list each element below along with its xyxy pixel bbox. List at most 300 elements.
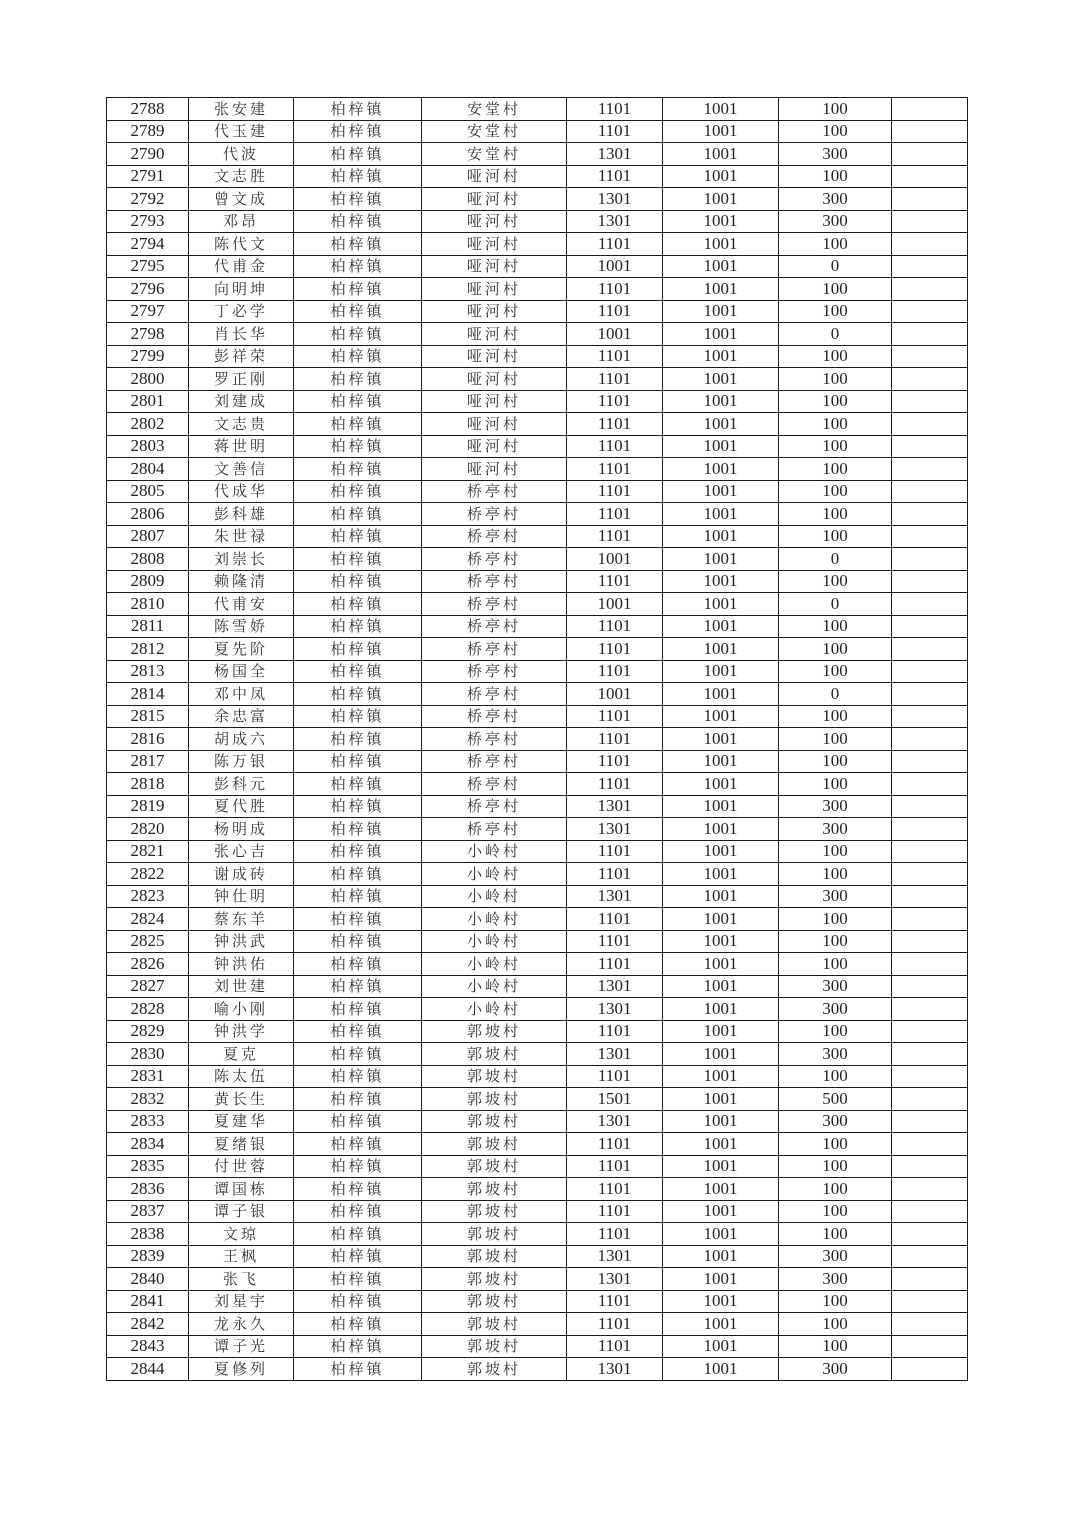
table-row — [107, 165, 968, 188]
table-row — [107, 593, 968, 616]
cell-amount: 300 — [779, 795, 892, 818]
cell-note — [892, 525, 968, 548]
cell-amount: 0 — [779, 683, 892, 706]
cell-village: 郭坡村 — [422, 1223, 567, 1246]
cell-note — [892, 975, 968, 998]
table-row — [107, 975, 968, 998]
cell-code-2: 1001 — [663, 1223, 779, 1246]
cell-town: 柏梓镇 — [294, 413, 422, 436]
cell-code-2: 1001 — [663, 233, 779, 256]
cell-town: 柏梓镇 — [294, 1043, 422, 1066]
cell-note — [892, 615, 968, 638]
cell-code-2: 1001 — [663, 345, 779, 368]
cell-person-name: 肖长华 — [189, 323, 294, 346]
cell-code-1: 1101 — [567, 1290, 663, 1313]
cell-note — [892, 233, 968, 256]
cell-serial-number: 2807 — [107, 525, 189, 548]
cell-note — [892, 390, 968, 413]
cell-code-2: 1001 — [663, 660, 779, 683]
cell-code-1: 1001 — [567, 683, 663, 706]
cell-person-name: 龙永久 — [189, 1313, 294, 1336]
cell-person-name: 张飞 — [189, 1268, 294, 1291]
cell-code-2: 1001 — [663, 390, 779, 413]
cell-serial-number: 2806 — [107, 503, 189, 526]
cell-town: 柏梓镇 — [294, 660, 422, 683]
table-row — [107, 1155, 968, 1178]
table-row — [107, 345, 968, 368]
cell-village: 安堂村 — [422, 120, 567, 143]
cell-person-name: 彭祥荣 — [189, 345, 294, 368]
cell-code-2: 1001 — [663, 1020, 779, 1043]
cell-village: 桥亭村 — [422, 615, 567, 638]
cell-code-1: 1301 — [567, 143, 663, 166]
data-table — [106, 97, 968, 1381]
cell-person-name: 陈太伍 — [189, 1065, 294, 1088]
table-row — [107, 1290, 968, 1313]
cell-town: 柏梓镇 — [294, 255, 422, 278]
cell-person-name: 夏绪银 — [189, 1133, 294, 1156]
cell-serial-number: 2799 — [107, 345, 189, 368]
cell-code-1: 1101 — [567, 953, 663, 976]
cell-serial-number: 2832 — [107, 1088, 189, 1111]
cell-note — [892, 458, 968, 481]
cell-serial-number: 2819 — [107, 795, 189, 818]
cell-amount: 100 — [779, 638, 892, 661]
cell-serial-number: 2825 — [107, 930, 189, 953]
table-row — [107, 1358, 968, 1381]
cell-village: 小岭村 — [422, 908, 567, 931]
table-row — [107, 390, 968, 413]
cell-serial-number: 2790 — [107, 143, 189, 166]
cell-town: 柏梓镇 — [294, 480, 422, 503]
cell-code-1: 1001 — [567, 593, 663, 616]
cell-code-2: 1001 — [663, 278, 779, 301]
cell-code-1: 1301 — [567, 818, 663, 841]
cell-amount: 100 — [779, 615, 892, 638]
cell-person-name: 王枫 — [189, 1245, 294, 1268]
cell-town: 柏梓镇 — [294, 1133, 422, 1156]
cell-town: 柏梓镇 — [294, 1110, 422, 1133]
cell-note — [892, 1133, 968, 1156]
cell-serial-number: 2822 — [107, 863, 189, 886]
cell-village: 哑河村 — [422, 210, 567, 233]
cell-town: 柏梓镇 — [294, 908, 422, 931]
cell-person-name: 夏代胜 — [189, 795, 294, 818]
cell-code-1: 1101 — [567, 390, 663, 413]
table-row — [107, 750, 968, 773]
cell-amount: 300 — [779, 1268, 892, 1291]
cell-amount: 100 — [779, 863, 892, 886]
table-row — [107, 908, 968, 931]
cell-person-name: 文志贵 — [189, 413, 294, 436]
cell-amount: 100 — [779, 570, 892, 593]
cell-serial-number: 2796 — [107, 278, 189, 301]
cell-town: 柏梓镇 — [294, 300, 422, 323]
cell-amount: 100 — [779, 1133, 892, 1156]
cell-note — [892, 1358, 968, 1381]
cell-amount: 100 — [779, 503, 892, 526]
cell-village: 哑河村 — [422, 458, 567, 481]
cell-amount: 100 — [779, 930, 892, 953]
cell-note — [892, 210, 968, 233]
table-row — [107, 1133, 968, 1156]
cell-person-name: 谭子光 — [189, 1335, 294, 1358]
table-row — [107, 885, 968, 908]
cell-code-2: 1001 — [663, 1335, 779, 1358]
cell-code-2: 1001 — [663, 1155, 779, 1178]
cell-town: 柏梓镇 — [294, 1155, 422, 1178]
cell-code-2: 1001 — [663, 548, 779, 571]
cell-town: 柏梓镇 — [294, 570, 422, 593]
table-row — [107, 705, 968, 728]
cell-person-name: 刘世建 — [189, 975, 294, 998]
cell-village: 桥亭村 — [422, 660, 567, 683]
cell-serial-number: 2795 — [107, 255, 189, 278]
cell-person-name: 钟洪学 — [189, 1020, 294, 1043]
cell-village: 郭坡村 — [422, 1020, 567, 1043]
cell-amount: 0 — [779, 548, 892, 571]
cell-person-name: 代玉建 — [189, 120, 294, 143]
cell-serial-number: 2791 — [107, 165, 189, 188]
cell-code-2: 1001 — [663, 593, 779, 616]
table-row — [107, 1268, 968, 1291]
cell-town: 柏梓镇 — [294, 1178, 422, 1201]
table-row — [107, 98, 968, 121]
cell-code-1: 1101 — [567, 368, 663, 391]
cell-note — [892, 1268, 968, 1291]
cell-serial-number: 2841 — [107, 1290, 189, 1313]
cell-town: 柏梓镇 — [294, 1313, 422, 1336]
table-row — [107, 255, 968, 278]
cell-town: 柏梓镇 — [294, 1088, 422, 1111]
cell-village: 小岭村 — [422, 863, 567, 886]
cell-amount: 100 — [779, 390, 892, 413]
cell-village: 哑河村 — [422, 390, 567, 413]
cell-code-1: 1001 — [567, 323, 663, 346]
table-row — [107, 435, 968, 458]
cell-code-2: 1001 — [663, 683, 779, 706]
cell-village: 哑河村 — [422, 188, 567, 211]
cell-serial-number: 2808 — [107, 548, 189, 571]
cell-person-name: 文琼 — [189, 1223, 294, 1246]
cell-note — [892, 660, 968, 683]
cell-village: 安堂村 — [422, 98, 567, 121]
cell-code-2: 1001 — [663, 120, 779, 143]
cell-amount: 100 — [779, 413, 892, 436]
cell-village: 郭坡村 — [422, 1065, 567, 1088]
cell-village: 郭坡村 — [422, 1155, 567, 1178]
table-row — [107, 638, 968, 661]
cell-village: 小岭村 — [422, 975, 567, 998]
table-row — [107, 210, 968, 233]
cell-serial-number: 2803 — [107, 435, 189, 458]
table-row — [107, 728, 968, 751]
cell-code-1: 1301 — [567, 975, 663, 998]
table-row — [107, 863, 968, 886]
cell-person-name: 刘星宇 — [189, 1290, 294, 1313]
cell-code-1: 1101 — [567, 1133, 663, 1156]
cell-code-2: 1001 — [663, 143, 779, 166]
cell-code-2: 1001 — [663, 885, 779, 908]
cell-town: 柏梓镇 — [294, 390, 422, 413]
cell-note — [892, 368, 968, 391]
cell-village: 桥亭村 — [422, 503, 567, 526]
cell-village: 桥亭村 — [422, 705, 567, 728]
cell-person-name: 赖隆清 — [189, 570, 294, 593]
cell-code-1: 1101 — [567, 98, 663, 121]
cell-code-1: 1101 — [567, 233, 663, 256]
cell-code-1: 1101 — [567, 300, 663, 323]
cell-amount: 500 — [779, 1088, 892, 1111]
cell-amount: 100 — [779, 525, 892, 548]
cell-amount: 100 — [779, 705, 892, 728]
cell-code-2: 1001 — [663, 953, 779, 976]
cell-village: 哑河村 — [422, 165, 567, 188]
cell-note — [892, 930, 968, 953]
cell-amount: 300 — [779, 1043, 892, 1066]
cell-note — [892, 98, 968, 121]
cell-village: 小岭村 — [422, 953, 567, 976]
cell-code-2: 1001 — [663, 795, 779, 818]
cell-code-1: 1101 — [567, 1223, 663, 1246]
cell-note — [892, 188, 968, 211]
cell-code-1: 1101 — [567, 615, 663, 638]
cell-person-name: 彭科元 — [189, 773, 294, 796]
cell-code-2: 1001 — [663, 908, 779, 931]
cell-amount: 100 — [779, 458, 892, 481]
cell-code-1: 1101 — [567, 503, 663, 526]
cell-amount: 100 — [779, 165, 892, 188]
cell-note — [892, 1065, 968, 1088]
table-row — [107, 143, 968, 166]
cell-village: 郭坡村 — [422, 1200, 567, 1223]
cell-town: 柏梓镇 — [294, 1358, 422, 1381]
cell-amount: 100 — [779, 1335, 892, 1358]
cell-code-2: 1001 — [663, 750, 779, 773]
cell-village: 桥亭村 — [422, 548, 567, 571]
cell-person-name: 张心吉 — [189, 840, 294, 863]
cell-code-1: 1301 — [567, 188, 663, 211]
cell-code-1: 1101 — [567, 1020, 663, 1043]
cell-code-2: 1001 — [663, 705, 779, 728]
cell-code-2: 1001 — [663, 1065, 779, 1088]
cell-note — [892, 773, 968, 796]
cell-code-2: 1001 — [663, 98, 779, 121]
cell-code-2: 1001 — [663, 1043, 779, 1066]
cell-serial-number: 2836 — [107, 1178, 189, 1201]
cell-amount: 100 — [779, 1178, 892, 1201]
cell-code-1: 1101 — [567, 278, 663, 301]
cell-person-name: 喻小刚 — [189, 998, 294, 1021]
cell-code-2: 1001 — [663, 165, 779, 188]
cell-amount: 100 — [779, 345, 892, 368]
cell-code-1: 1301 — [567, 1043, 663, 1066]
cell-code-1: 1301 — [567, 885, 663, 908]
cell-amount: 300 — [779, 1110, 892, 1133]
cell-person-name: 夏建华 — [189, 1110, 294, 1133]
cell-person-name: 张安建 — [189, 98, 294, 121]
cell-code-2: 1001 — [663, 368, 779, 391]
cell-code-2: 1001 — [663, 1133, 779, 1156]
cell-note — [892, 683, 968, 706]
cell-amount: 100 — [779, 953, 892, 976]
cell-town: 柏梓镇 — [294, 210, 422, 233]
cell-village: 桥亭村 — [422, 525, 567, 548]
cell-town: 柏梓镇 — [294, 233, 422, 256]
cell-serial-number: 2809 — [107, 570, 189, 593]
cell-note — [892, 323, 968, 346]
cell-code-1: 1101 — [567, 930, 663, 953]
table-body — [107, 98, 968, 1381]
cell-serial-number: 2830 — [107, 1043, 189, 1066]
cell-code-2: 1001 — [663, 863, 779, 886]
cell-note — [892, 300, 968, 323]
cell-amount: 300 — [779, 188, 892, 211]
cell-amount: 300 — [779, 975, 892, 998]
cell-person-name: 文志胜 — [189, 165, 294, 188]
table-row — [107, 998, 968, 1021]
cell-village: 安堂村 — [422, 143, 567, 166]
table-row — [107, 1088, 968, 1111]
cell-note — [892, 1178, 968, 1201]
cell-town: 柏梓镇 — [294, 795, 422, 818]
cell-village: 郭坡村 — [422, 1178, 567, 1201]
cell-person-name: 曾文成 — [189, 188, 294, 211]
cell-serial-number: 2833 — [107, 1110, 189, 1133]
cell-code-2: 1001 — [663, 930, 779, 953]
table-row — [107, 683, 968, 706]
cell-serial-number: 2802 — [107, 413, 189, 436]
table-row — [107, 930, 968, 953]
table-row — [107, 278, 968, 301]
cell-serial-number: 2834 — [107, 1133, 189, 1156]
table-row — [107, 840, 968, 863]
cell-person-name: 陈代文 — [189, 233, 294, 256]
cell-serial-number: 2824 — [107, 908, 189, 931]
cell-person-name: 蒋世明 — [189, 435, 294, 458]
table-row — [107, 1065, 968, 1088]
cell-code-1: 1301 — [567, 1268, 663, 1291]
cell-town: 柏梓镇 — [294, 885, 422, 908]
cell-amount: 300 — [779, 1358, 892, 1381]
cell-note — [892, 1313, 968, 1336]
cell-town: 柏梓镇 — [294, 278, 422, 301]
cell-code-2: 1001 — [663, 413, 779, 436]
cell-person-name: 蔡东羊 — [189, 908, 294, 931]
cell-village: 小岭村 — [422, 840, 567, 863]
cell-amount: 100 — [779, 773, 892, 796]
cell-amount: 100 — [779, 435, 892, 458]
cell-serial-number: 2814 — [107, 683, 189, 706]
cell-note — [892, 1223, 968, 1246]
table-row — [107, 458, 968, 481]
table-row — [107, 188, 968, 211]
cell-code-2: 1001 — [663, 188, 779, 211]
cell-code-2: 1001 — [663, 1178, 779, 1201]
cell-village: 郭坡村 — [422, 1335, 567, 1358]
cell-village: 桥亭村 — [422, 818, 567, 841]
cell-village: 郭坡村 — [422, 1268, 567, 1291]
table-row — [107, 1223, 968, 1246]
cell-person-name: 彭科雄 — [189, 503, 294, 526]
cell-village: 桥亭村 — [422, 773, 567, 796]
cell-village: 桥亭村 — [422, 795, 567, 818]
table-row — [107, 525, 968, 548]
cell-code-1: 1101 — [567, 525, 663, 548]
cell-code-1: 1101 — [567, 413, 663, 436]
cell-amount: 100 — [779, 1065, 892, 1088]
cell-code-2: 1001 — [663, 773, 779, 796]
cell-note — [892, 638, 968, 661]
cell-note — [892, 413, 968, 436]
cell-person-name: 代波 — [189, 143, 294, 166]
cell-person-name: 丁必学 — [189, 300, 294, 323]
table-row — [107, 233, 968, 256]
cell-amount: 100 — [779, 120, 892, 143]
cell-town: 柏梓镇 — [294, 1065, 422, 1088]
cell-town: 柏梓镇 — [294, 120, 422, 143]
cell-amount: 100 — [779, 480, 892, 503]
cell-person-name: 杨国全 — [189, 660, 294, 683]
cell-amount: 300 — [779, 1245, 892, 1268]
cell-town: 柏梓镇 — [294, 998, 422, 1021]
cell-person-name: 胡成六 — [189, 728, 294, 751]
cell-code-1: 1101 — [567, 638, 663, 661]
cell-serial-number: 2793 — [107, 210, 189, 233]
cell-town: 柏梓镇 — [294, 1223, 422, 1246]
cell-code-1: 1101 — [567, 165, 663, 188]
cell-code-2: 1001 — [663, 975, 779, 998]
cell-code-2: 1001 — [663, 480, 779, 503]
cell-code-1: 1101 — [567, 863, 663, 886]
cell-village: 哑河村 — [422, 435, 567, 458]
cell-village: 小岭村 — [422, 998, 567, 1021]
cell-code-1: 1101 — [567, 1155, 663, 1178]
cell-serial-number: 2800 — [107, 368, 189, 391]
cell-village: 哑河村 — [422, 323, 567, 346]
cell-person-name: 陈万银 — [189, 750, 294, 773]
cell-village: 桥亭村 — [422, 750, 567, 773]
cell-serial-number: 2843 — [107, 1335, 189, 1358]
cell-amount: 100 — [779, 98, 892, 121]
cell-serial-number: 2817 — [107, 750, 189, 773]
table-row — [107, 570, 968, 593]
cell-town: 柏梓镇 — [294, 1290, 422, 1313]
cell-note — [892, 953, 968, 976]
table-row — [107, 1110, 968, 1133]
cell-amount: 300 — [779, 818, 892, 841]
cell-code-2: 1001 — [663, 323, 779, 346]
cell-note — [892, 908, 968, 931]
cell-village: 郭坡村 — [422, 1043, 567, 1066]
cell-town: 柏梓镇 — [294, 143, 422, 166]
cell-code-2: 1001 — [663, 998, 779, 1021]
cell-note — [892, 345, 968, 368]
cell-person-name: 邓中凤 — [189, 683, 294, 706]
cell-serial-number: 2813 — [107, 660, 189, 683]
cell-amount: 300 — [779, 885, 892, 908]
cell-amount: 300 — [779, 210, 892, 233]
cell-code-1: 1301 — [567, 998, 663, 1021]
cell-amount: 100 — [779, 728, 892, 751]
cell-note — [892, 885, 968, 908]
cell-amount: 0 — [779, 255, 892, 278]
cell-note — [892, 863, 968, 886]
cell-village: 小岭村 — [422, 885, 567, 908]
table-row — [107, 503, 968, 526]
cell-code-1: 1301 — [567, 1110, 663, 1133]
cell-code-2: 1001 — [663, 1290, 779, 1313]
